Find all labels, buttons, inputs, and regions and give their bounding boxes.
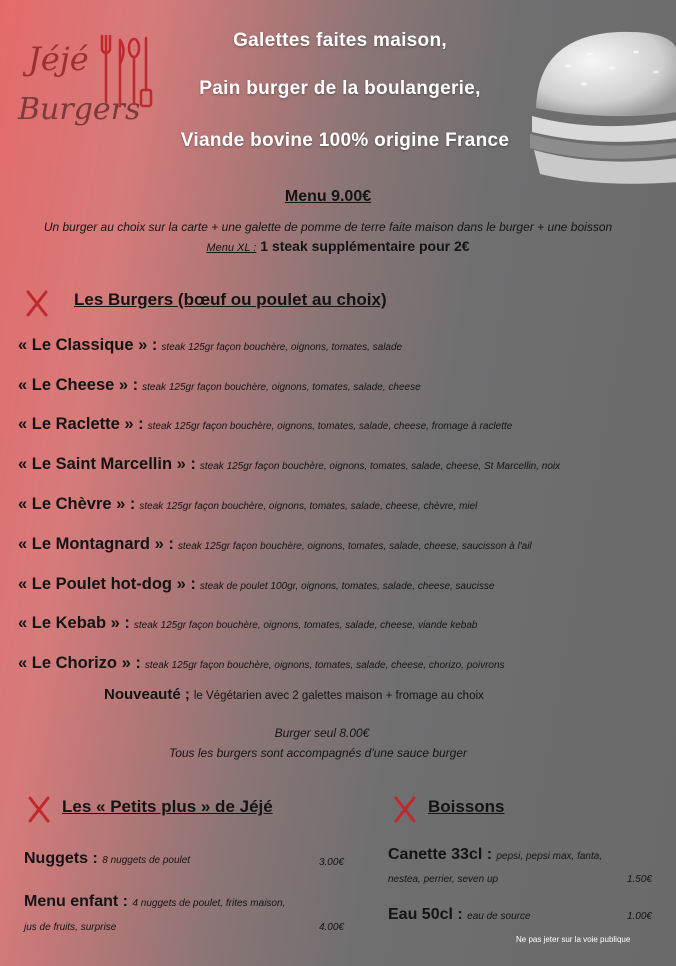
burger-name: « Le Chorizo » : xyxy=(18,654,141,672)
menu-title: Menu 9.00€ xyxy=(284,188,372,205)
logo xyxy=(14,28,154,138)
menu-enfant-desc: 4 nuggets de poulet, frites maison, xyxy=(132,898,286,909)
nuggets-name: Nuggets : xyxy=(24,850,98,867)
canette-desc: pepsi, pepsi max, fanta, xyxy=(496,851,603,862)
nuggets-desc: 8 nuggets de poulet xyxy=(102,855,191,866)
burger-desc: steak 125gr façon bouchère, oignons, tomates, salade, cheese, St Marcellin, noix xyxy=(199,461,561,472)
burger-item xyxy=(18,495,477,514)
burger-desc: steak 125gr façon bouchère, oignons, tomates, salade, cheese, viande kebab xyxy=(133,620,478,631)
burger-item xyxy=(18,415,512,434)
menu-enfant-item xyxy=(24,893,285,911)
canette-name: Canette 33cl : xyxy=(388,846,493,863)
burgers-section-title: Les Burgers (bœuf ou poulet au choix) xyxy=(74,290,387,309)
boissons-section-title: Boissons xyxy=(428,797,505,816)
crossed-cutlery-icon xyxy=(24,288,50,318)
burger-name: « Le Poulet hot-dog » : xyxy=(18,575,196,593)
sauce-note: Tous les burgers sont accompagnés d'une sauce burger xyxy=(168,746,468,760)
burger-item xyxy=(18,336,402,355)
burger-seul-price: Burger seul 8.00€ xyxy=(274,726,370,740)
burger-desc: steak de poulet 100gr, oignons, tomates, salade, cheese, saucisse xyxy=(199,581,495,592)
headline-2: Pain burger de la boulangerie, xyxy=(199,78,481,99)
burger-item xyxy=(18,376,421,395)
burger-name: « Le Raclette » : xyxy=(18,415,144,433)
burger-name: « Le Cheese » : xyxy=(18,376,139,394)
crossed-cutlery-icon xyxy=(392,794,418,824)
headline-3: Viande bovine 100% origine France xyxy=(180,130,510,151)
burger-desc: steak 125gr façon bouchère, oignons, tomates, salade xyxy=(161,342,403,353)
burger-name: « Le Kebab » : xyxy=(18,614,130,632)
burger-item xyxy=(18,654,505,673)
logo-line2: Burgers xyxy=(18,92,141,127)
menu-enfant-desc2: jus de fruits, surprise xyxy=(24,922,117,933)
fork-knife-utensils-icon xyxy=(98,32,154,112)
burger-item xyxy=(18,575,494,594)
menu-enfant-price: 4.00€ xyxy=(318,922,344,933)
nouveaute-text: le Végétarien avec 2 galettes maison + fromage au choix xyxy=(193,690,484,702)
canette-price: 1.50€ xyxy=(626,874,652,885)
footer-note: Ne pas jeter sur la voie publique xyxy=(516,935,631,944)
menu-xl-text: 1 steak supplémentaire pour 2€ xyxy=(260,238,470,254)
headline-1: Galettes faites maison, xyxy=(233,30,447,51)
burger-desc: steak 125gr façon bouchère, oignons, tomates, salade, cheese, chèvre, miel xyxy=(139,501,478,512)
menu-description: Un burger au choix sur la carte + une galette de pomme de terre faite maison dans le burger + une boisson xyxy=(43,220,613,234)
nuggets-item xyxy=(24,850,190,868)
menu-xl-label: Menu XL : xyxy=(206,242,257,254)
logo-line1: Jéjé xyxy=(28,40,89,78)
burger-name: « Le Montagnard » : xyxy=(18,535,174,553)
eau-item xyxy=(388,906,531,924)
eau-desc: eau de source xyxy=(467,911,531,922)
nuggets-price: 3.00€ xyxy=(318,857,344,868)
burger-name: « Le Classique » : xyxy=(18,336,158,354)
burger-item xyxy=(18,614,477,633)
eau-price: 1.00€ xyxy=(626,911,652,922)
nouveaute-line xyxy=(104,686,484,704)
menu-enfant-name: Menu enfant : xyxy=(24,893,128,910)
burger-desc: steak 125gr façon bouchère, oignons, tomates, salade, cheese, chorizo, poivrons xyxy=(144,660,505,671)
nouveaute-label: Nouveauté ; xyxy=(104,686,190,703)
eau-name: Eau 50cl : xyxy=(388,906,463,923)
menu-xl xyxy=(0,238,676,254)
canette-item xyxy=(388,846,602,864)
burger-item xyxy=(18,455,560,474)
petits-plus-section-title: Les « Petits plus » de Jéjé xyxy=(62,797,273,816)
burger-name: « Le Saint Marcellin » : xyxy=(18,455,196,473)
burger-desc: steak 125gr façon bouchère, oignons, tomates, salade, cheese, fromage à raclette xyxy=(147,421,513,432)
burger-bun-illustration xyxy=(528,16,676,186)
canette-desc2: nestea, perrier, seven up xyxy=(388,874,499,885)
burger-item xyxy=(18,535,532,554)
crossed-cutlery-icon xyxy=(26,794,52,824)
burger-desc: steak 125gr façon bouchère, oignons, tomates, salade, cheese, saucisson à l'ail xyxy=(177,541,532,552)
burger-desc: steak 125gr façon bouchère, oignons, tomates, salade, cheese xyxy=(142,382,421,393)
burger-name: « Le Chèvre » : xyxy=(18,495,136,513)
